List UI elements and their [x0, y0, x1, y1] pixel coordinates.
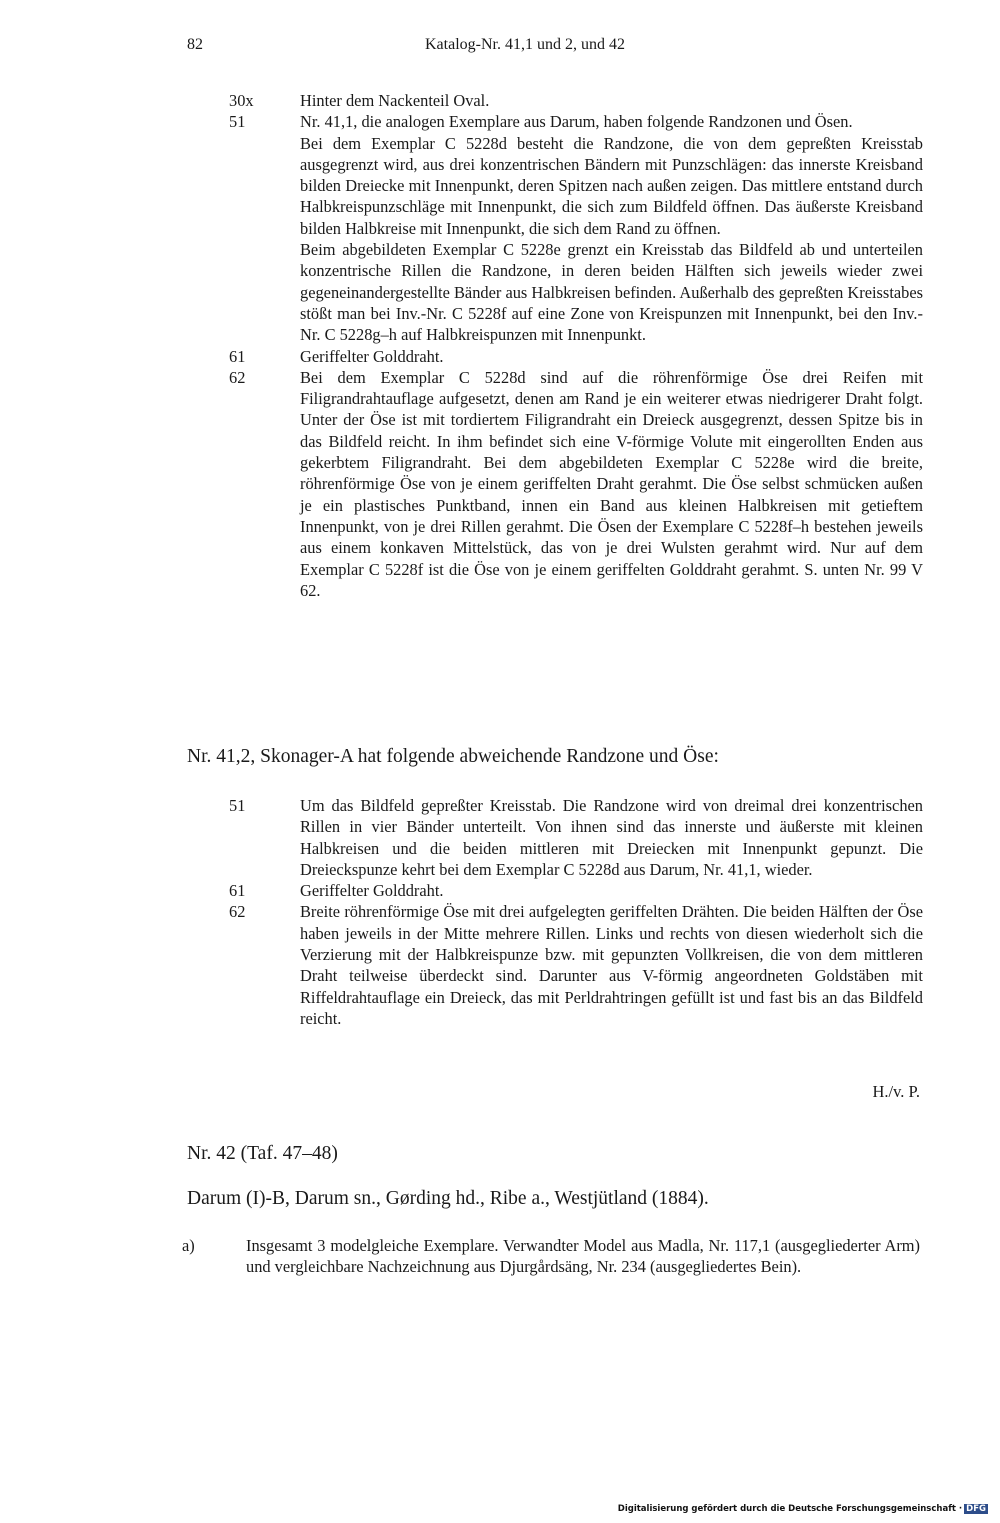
entry-41-1-51-c5228e	[0, 239, 1000, 345]
entry-number: 61	[229, 881, 246, 901]
page-number: 82	[187, 36, 203, 53]
entry-text: Bei dem Exemplar C 5228d sind auf die röhrenförmige Öse drei Reifen mit Filigrandrahtauflage aufgesetzt, denen am Rand je ein weiterer etwas niedrigerer Draht folgt. Unter der Öse ist mit tordiertem Filigrandraht ein Dreieck ausgegrenzt, dessen Spitze bis in das Bildfeld reicht. In ihm befindet sich eine V-förmige Volute mit eingerollten Enden aus gekerbtem Filigrandraht. Bei dem abgebildeten Exemplar C 5228e wird die breite, röhrenförmige Öse von je einem geriffelten Draht gerahmt. Die Öse selbst schmücken außen je ein plastisches Punktband, innen ein Band aus kleinen Halbkreisen mit getieftem Innenpunkt, von je drei Rillen gerahmt. Die Ösen der Exemplare C 5228f–h bestehen jeweils aus einem konkaven Mittelstück, das von je drei Wulsten gerahmt wird. Nur auf dem Exemplar C 5228f ist die Öse von je einem geriffelten Golddraht gerahmt. S. unten Nr. 99 V 62.	[300, 367, 923, 600]
entry-text: Beim abgebildeten Exemplar C 5228e grenzt ein Kreisstab das Bildfeld ab und unterteilen konzentrische Rillen die Randzone, in deren beiden Hälften sich jeweils wieder zwei gegeneinandergestellte Bänder aus Halbkreisen befinden. Außerhalb des gepreßten Kreisstabes stößt man bei Inv.-Nr. C 5228f auf eine Zone von Kreispunzen mit Innenpunkt, bei den Inv.-Nr. C 5228g–h auf Halbkreispunzen mit Innenpunkt.	[300, 240, 923, 345]
entry-41-1-51	[0, 111, 1000, 132]
item-text: Insgesamt 3 modelgleiche Exemplare. Verwandter Model aus Madla, Nr. 117,1 (ausgegliederter Arm) und vergleichbare Nachzeichnung aus Djurgårdsäng, Nr. 234 (ausgegliedertes Bein).	[246, 1236, 920, 1277]
footer-text: Digitalisierung gefördert durch die Deutsche Forschungsgemeinschaft ·	[617, 1504, 963, 1514]
entry-number: 61	[229, 346, 246, 366]
entry-text: Hinter dem Nackenteil Oval.	[300, 91, 490, 110]
dfg-footer	[618, 1504, 988, 1514]
entry-text: Bei dem Exemplar C 5228d besteht die Randzone, die von dem gepreßten Kreisstab ausgegrenzt wird, aus drei konzentrischen Bändern mit Punzschlägen: das innerste Kreisband bilden Dreiecke mit Innenpunkt, deren Spitzen nach außen zeigen. Das mittlere entstand durch Halbkreispunzschläge mit Innenpunkt, die sich zum Bildfeld öffnen. Das äußerste Kreisband bilden Halbkreise mit Innenpunkt, die sich dem Rand zu öffnen.	[300, 133, 923, 238]
entry-text: Um das Bildfeld gepreßter Kreisstab. Die Randzone wird von dreimal drei konzentrischen Rillen in vier Bänder unterteilt. Von ihnen sind das innerste und äußerste mit kleinen Halbkreisen und die beiden mittleren mit Dreiecken mit Innenpunkt gepunzt. Die Dreieckspunze kehrt bei dem Exemplar C 5228d aus Darum, Nr. 41,1, wieder.	[300, 796, 923, 879]
entry-text: Nr. 41,1, die analogen Exemplare aus Darum, haben folgende Randzonen und Ösen.	[300, 112, 853, 132]
entry-41-1-30x	[0, 90, 1000, 111]
running-title: Katalog-Nr. 41,1 und 2, und 42	[425, 36, 625, 53]
entry-number: 62	[229, 902, 246, 922]
entry-number	[0, 239, 300, 345]
entry-41-2-62	[0, 901, 1000, 1029]
entry-text: Geriffelter Golddraht.	[300, 881, 444, 901]
section-41-2-heading: Nr. 41,2, Skonager-A hat folgende abweichende Randzone und Öse:	[187, 746, 719, 767]
entry-number: 51	[229, 112, 246, 132]
item-label: a)	[182, 1236, 195, 1255]
nr42-item-a	[0, 1235, 920, 1278]
author-signature: H./v. P.	[872, 1082, 920, 1101]
dfg-logo: DFG	[966, 1504, 986, 1514]
entry-41-1-61	[0, 346, 1000, 367]
entry-number	[0, 133, 300, 239]
entry-41-1-62	[0, 367, 1000, 601]
entries-41-1	[0, 90, 1000, 601]
entry-number: 51	[229, 796, 246, 815]
entry-number: 30x	[229, 91, 254, 110]
nr42-heading: Nr. 42 (Taf. 47–48)	[187, 1143, 338, 1164]
entry-41-2-61	[0, 880, 1000, 901]
entry-41-1-51-c5228d	[0, 133, 1000, 239]
entry-text: Breite röhrenförmige Öse mit drei aufgelegten geriffelten Drähten. Die beiden Hälften der Öse haben jeweils in der Mitte mehrere Rillen. Links und rechts von diesen wiederholt sich die Verzierung mit der Halbkreispunze bzw. mit gepunzten Vollkreisen, die von dem mittleren Draht teilweise überdeckt sind. Darunter aus V-förmig angeordneten Goldstäben mit Riffeldrahtauflage ein Dreieck, das mit Perldrahtringen gefüllt ist und fast bis an das Bildfeld reicht.	[300, 902, 923, 1028]
entry-text: Geriffelter Golddraht.	[300, 346, 444, 366]
entry-number: 62	[229, 367, 246, 387]
entry-41-2-51	[0, 795, 1000, 880]
nr42-location: Darum (I)-B, Darum sn., Gørding hd., Ribe a., Westjütland (1884).	[187, 1188, 709, 1209]
entries-41-2	[0, 795, 1000, 1029]
